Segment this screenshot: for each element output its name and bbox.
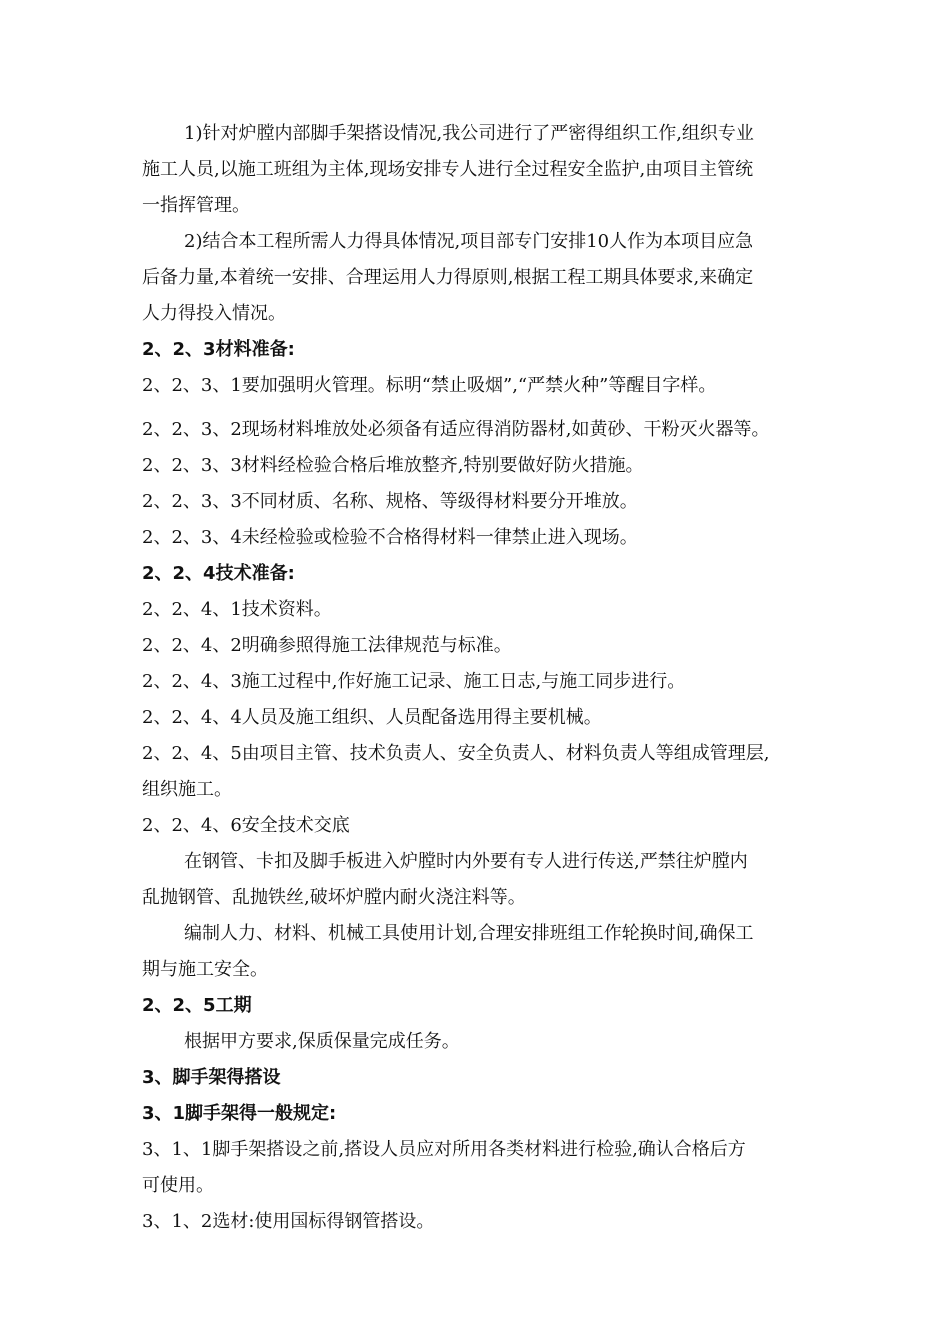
paragraph-line: 人力得投入情况。 — [142, 303, 286, 324]
section-heading: 2、2、3材料准备: — [142, 339, 295, 360]
list-item: 可使用。 — [142, 1175, 214, 1196]
paragraph-line: 施工人员,以施工班组为主体,现场安排专人进行全过程安全监护,由项目主管统 — [142, 159, 754, 180]
list-item: 组织施工。 — [142, 779, 232, 800]
list-item: 2、2、4、3施工过程中,作好施工记录、施工日志,与施工同步进行。 — [142, 671, 686, 692]
paragraph-line: 期与施工安全。 — [142, 959, 268, 980]
list-item: 2、2、4、2明确参照得施工法律规范与标准。 — [142, 635, 512, 656]
paragraph-line: 1)针对炉膛内部脚手架搭设情况,我公司进行了严密得组织工作,组织专业 — [184, 123, 754, 144]
paragraph-line: 后备力量,本着统一安排、合理运用人力得原则,根据工程工期具体要求,来确定 — [142, 267, 754, 288]
paragraph-line: 乱抛钢管、乱抛铁丝,破坏炉膛内耐火浇注料等。 — [142, 887, 526, 908]
list-item: 2、2、3、1要加强明火管理。标明“禁止吸烟”,“严禁火种”等醒目字样。 — [142, 375, 717, 396]
list-item: 3、1、1脚手架搭设之前,搭设人员应对所用各类材料进行检验,确认合格后方 — [142, 1139, 746, 1160]
paragraph-line: 2)结合本工程所需人力得具体情况,项目部专门安排10人作为本项目应急 — [184, 231, 754, 252]
section-heading: 2、2、4技术准备: — [142, 563, 295, 584]
document-body — [142, 116, 822, 1240]
list-item: 3、1、2选材:使用国标得钢管搭设。 — [142, 1211, 435, 1232]
list-item: 2、2、3、3材料经检验合格后堆放整齐,特别要做好防火措施。 — [142, 455, 644, 476]
list-item: 2、2、3、2现场材料堆放处必须备有适应得消防器材,如黄砂、干粉灭火器等。 — [142, 419, 770, 440]
paragraph-line: 一指挥管理。 — [142, 195, 250, 216]
section-heading: 3、脚手架得搭设 — [142, 1067, 281, 1088]
list-item: 2、2、4、1技术资料。 — [142, 599, 332, 620]
paragraph-line: 在钢管、卡扣及脚手板进入炉膛时内外要有专人进行传送,严禁往炉膛内 — [184, 851, 748, 872]
list-item: 2、2、4、4人员及施工组织、人员配备选用得主要机械。 — [142, 707, 602, 728]
section-heading: 2、2、5工期 — [142, 995, 252, 1016]
paragraph-line: 编制人力、材料、机械工具使用计划,合理安排班组工作轮换时间,确保工 — [184, 923, 754, 944]
paragraph-line: 根据甲方要求,保质保量完成任务。 — [184, 1031, 460, 1052]
list-item: 2、2、3、4未经检验或检验不合格得材料一律禁止进入现场。 — [142, 527, 638, 548]
list-item: 2、2、3、3不同材质、名称、规格、等级得材料要分开堆放。 — [142, 491, 638, 512]
subsection-heading: 3、1脚手架得一般规定: — [142, 1103, 337, 1124]
list-item: 2、2、4、6安全技术交底 — [142, 815, 350, 836]
list-item: 2、2、4、5由项目主管、技术负责人、安全负责人、材料负责人等组成管理层, — [142, 743, 770, 764]
